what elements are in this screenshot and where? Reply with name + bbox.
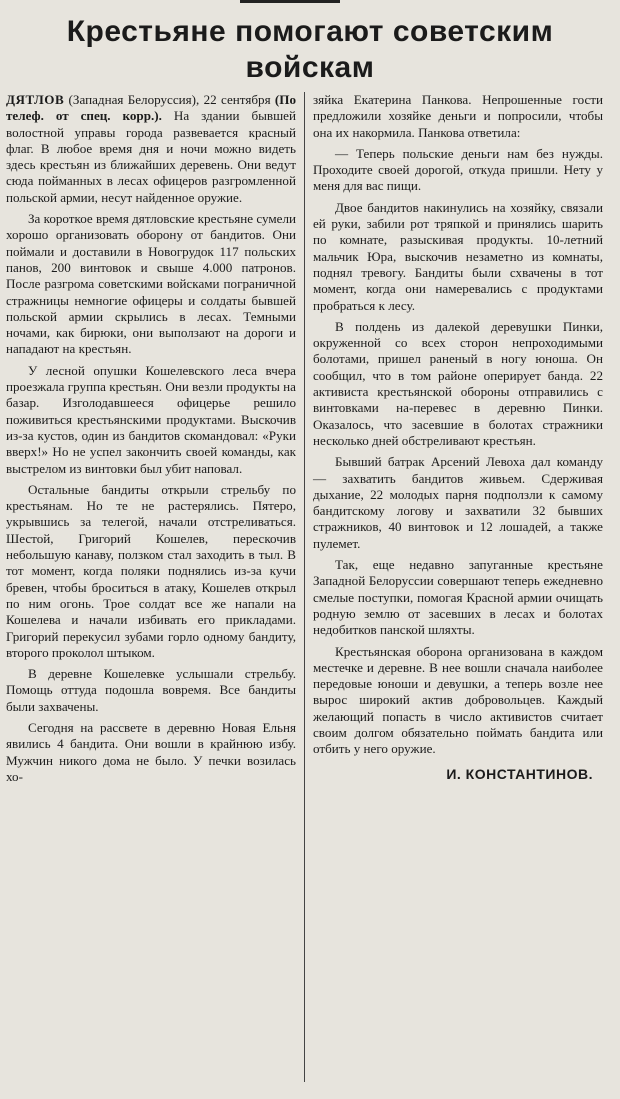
paragraph: Двое бандитов накинулись на хозяйку, связали ей руки, забили рот тряпкой и принялись шарить по комнате, разыскивая продукты. 10-летний мальчик Юра, выскочив незаметно из комнаты, поднял тревогу. Бандиты были схвачены в тот момент, когда они намеревались с продуктами пробраться к лесу. [313,199,603,313]
paragraph: Остальные бандиты открыли стрельбу по крестьянам. Но те не растерялись. Пятеро, укрывшись за телегой, начали отстреливаться. Шестой, Григорий Кошелев, перескочив небольшую канаву, ползком стал заходить в тыл. В тот момент, когда поляки поднялись из-за кучи бревен, чтобы броситься в атаку, Кошелев открыл по ним огонь. Трое солдат все же напали на Кошелева и начали избивать его прикладами. Григорий перекусил зубами горло одному бандиту, второго проколол штыком. [6,481,296,660]
left-column [6,92,304,1092]
paragraph: Сегодня на рассвете в деревню Новая Ельня явились 4 бандита. Они вошли в крайнюю избу. Мужчин никого дома не было. У печки возилась хо- [6,719,296,784]
paragraph: Бывший батрак Арсений Левоха дал команду — захватить бандитов живьем. Сдерживая дыхание, 22 молодых парня подползли к самому бандитскому логову и захватили 32 бывших стражников, 40 винтовок и 12 лошадей, а также пулемет. [313,454,603,551]
paragraph: зяйка Екатерина Панкова. Непрошенные гости предложили хозяйке деньги и попросили, чтобы она их накормила. Панкова ответила: [313,92,603,140]
paragraph: Так, еще недавно запуганные крестьяне Западной Белоруссии совершают теперь ежедневно смелые поступки, помогая Красной армии очищать родную землю от засевших в лесах и болотах недобитков панской шляхты. [313,557,603,638]
paragraph: На здании бывшей волостной управы города развевается красный флаг. В любое время дня и ночи можно видеть здесь крестьян из ближайших деревень. Они ведут сюда пойманных в лесах офицеров разгромленной польской армии, несут найденное оружие. [6,108,296,205]
paragraph: — Теперь польские деньги нам без нужды. Проходите своей дорогой, откуда пришли. Нету у меня для вас пищи. [313,145,603,194]
dateline-place: ДЯТЛОВ [6,92,65,107]
paragraph: За короткое время дятловские крестьяне сумели хорошо организовать оборону от бандитов. Они поймали и доставили в Новогрудок 117 польских панов, 200 винтовок и свыше 4.000 патронов. После разгрома советскими войсками пограничной стражницы немногие офицеры и солдаты бывшей польской армии скрылись в лесах. Темными ночами, как бирюки, они выползают на дороги и нападают на крестьян. [6,211,296,357]
paragraph: У лесной опушки Кошелевского леса вчера проезжала группа крестьян. Они везли продукты на базар. Изголодавшееся офицерье решило поживиться крестьянскими продуктами. Выскочив из-за кустов, один из бандитов скомандовал: «Руки вверх!» Но не успел закончить своей команды, как выстрелом из винтовки был убит наповал. [6,362,296,476]
headline [6,0,614,86]
dateline [6,92,296,206]
paragraph: В полдень из далекой деревушки Пинки, окруженной со всех сторон непроходимыми болотами, пришел раненый в ногу юноша. Он сообщил, что в том районе оперирует банда. 22 активиста крестьянской обороны отправились с винтовками на-перевес в деревню Пинки. Оказалось, что засевшие в болотах стражники несколько дней обстреливают крестьян. [313,318,603,448]
headline-line-1: Крестьяне помогают советским [66,15,554,48]
headline-line-2: войскам [245,51,375,84]
dateline-source: (По телеф. от спец. корр.). [6,92,296,124]
author-signature: И. КОНСТАНТИНОВ. [446,765,593,782]
paragraph: В деревне Кошелевке услышали стрельбу. Помощь оттуда подошла вовремя. Все бандиты были захвачены. [6,666,296,714]
dateline-date: 22 сентября [203,92,271,107]
top-rule [240,0,340,3]
right-column [305,92,603,1092]
article-columns [6,92,610,1092]
dateline-region: (Западная Белоруссия), [68,92,200,107]
paragraph: Крестьянская оборона организована в каждом местечке и деревне. В нее вошли сначала наиболее передовые юноши и девушки, а теперь возле нее вырос широкий актив добровольцев. Каждый желающий попасть в число активистов считает своим долгом обязательно поймать бандита или отбить у него оружие. [313,643,603,757]
